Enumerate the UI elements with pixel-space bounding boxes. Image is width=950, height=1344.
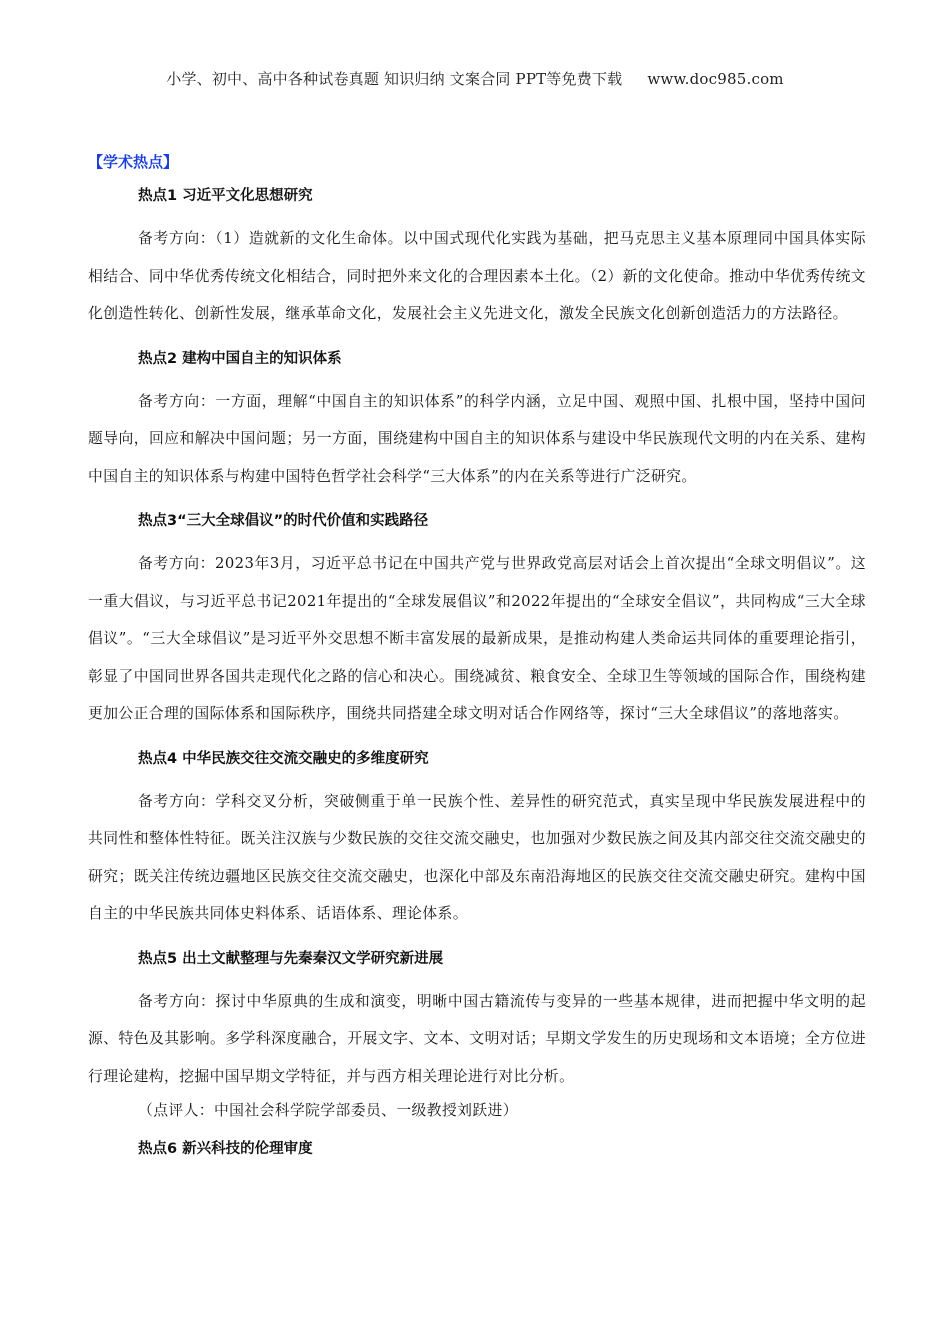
hotspot-3 (88, 509, 866, 733)
reviewer-note: （点评人：中国社会科学院学部委员、一级教授刘跃进） (138, 1102, 518, 1119)
hotspot-6-title: 热点6 新兴科技的伦理审度 (138, 1141, 313, 1157)
hotspot-title: 热点1 习近平文化思想研究 (138, 188, 313, 204)
hotspot-1 (88, 184, 866, 333)
hotspot-body: 备考方向：探讨中华原典的生成和演变，明晰中国古籍流传与变异的一些基本规律，进而把握中华文明的起源、特色及其影响。多学科深度融合，开展文字、文本、文明对话；早期文学发生的历史现场和文本语境；全方位进行理论建构，挖掘中国早期文学特征，并与西方相关理论进行对比分析。 (88, 992, 866, 1085)
hotspot-title: 热点5 出土文献整理与先秦秦汉文学研究新进展 (138, 950, 444, 967)
hotspot-body: 备考方向：（1）造就新的文化生命体。以中国式现代化实践为基础，把马克思主义基本原理同中国具体实际相结合、同中华优秀传统文化相结合，同时把外来文化的合理因素本土化。（2）新的文化使命。推动中华优秀传统文化创造性转化、创新性发展，继承革命文化，发展社会主义先进文化，激发全民族文化创新创造活力的方法路径。 (88, 230, 866, 322)
header-url[interactable]: www.doc985.com (647, 70, 784, 88)
hotspot-2 (88, 347, 866, 496)
hotspot-4 (88, 747, 866, 933)
hotspot-body: 备考方向：2023年3月，习近平总书记在中国共产党与世界政党高层对话会上首次提出“全球文明倡议”。这一重大倡议，与习近平总书记2021年提出的“全球发展倡议”和2022年提出的“全球安全倡议”，共同构成“三大全球倡议”。“三大全球倡议”是习近平外交思想不断丰富发展的最新成果，是推动构建人类命运共同体的重要理论指引，彰显了中国同世界各国共走现代化之路的信心和决心。围绕减贫、粮食安全、全球卫生等领域的国际合作，围绕构建更加公正合理的国际体系和国际秩序，围绕共同搭建全球文明对话合作网络等，探讨“三大全球倡议”的落地落实。 (88, 555, 866, 722)
hotspot-title: 热点3“三大全球倡议”的时代价值和实践路径 (138, 513, 429, 529)
hotspot-title: 热点2 建构中国自主的知识体系 (138, 350, 342, 367)
hotspot-body: 备考方向：学科交叉分析，突破侧重于单一民族个性、差异性的研究范式，真实呈现中华民族发展进程中的共同性和整体性特征。既关注汉族与少数民族的交往交流交融史，也加强对少数民族之间及其内部交往交流交融史的研究；既关注传统边疆地区民族交往交流交融史，也深化中部及东南沿海地区的民族交往交流交融史研究。建构中国自主的中华民族共同体史料体系、话语体系、理论体系。 (88, 792, 866, 922)
hotspot-title: 热点4 中华民族交往交流交融史的多维度研究 (138, 750, 429, 767)
header-text: 小学、初中、高中各种试卷真题 知识归纳 文案合同 PPT等免费下载 (166, 70, 623, 88)
document-body (88, 150, 866, 1173)
hotspot-5 (88, 947, 866, 1096)
hotspot-body: 备考方向：一方面，理解“中国自主的知识体系”的科学内涵，立足中国、观照中国、扎根中国，坚持中国问题导向，回应和解决中国问题；另一方面，围绕建构中国自主的知识体系与建设中华民族现代文明的内在关系、建构中国自主的知识体系与构建中国特色哲学社会科学“三大体系”的内在关系等进行广泛研究。 (88, 392, 866, 485)
page-header (0, 68, 950, 89)
section-tag: 【学术热点】 (88, 153, 179, 171)
